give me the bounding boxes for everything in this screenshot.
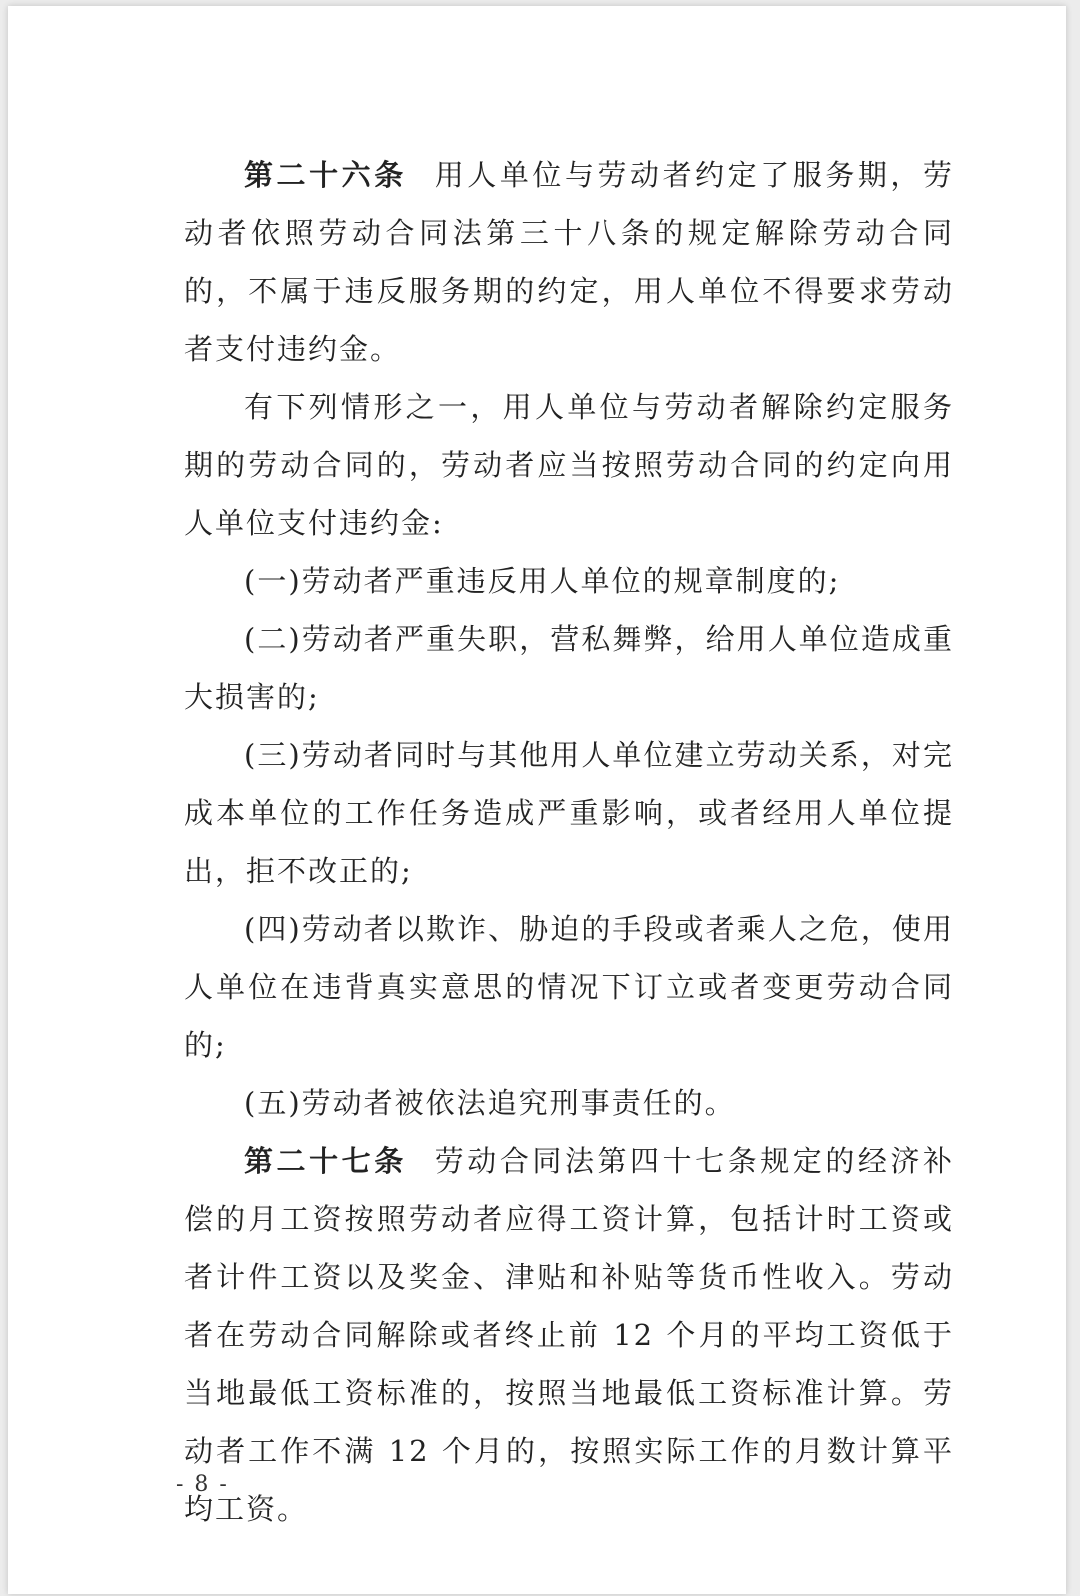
list-item: (一)劳动者严重违反用人单位的规章制度的;: [244, 564, 841, 598]
article-26-intro: 有下列情形之一，用人单位与劳动者解除约定服务期的劳动合同的，劳动者应当按照劳动合同的约定向用人单位支付违约金:: [184, 390, 954, 540]
article-27-text: 劳动合同法第四十七条规定的经济补偿的月工资按照劳动者应得工资计算，包括计时工资或者计件工资以及奖金、津贴和补贴等货币性收入。劳动者在劳动合同解除或者终止前 12 个月的平均工资低于当地最低工资标准的，按照当地最低工资标准计算。劳动者工作不满 12 个月的，按照实际工作的月数计算平均工资。: [184, 1144, 954, 1526]
document-body: [184, 146, 954, 1538]
page-number: - 8 -: [176, 1472, 229, 1497]
article-27: [184, 1132, 954, 1538]
article-26-heading: 第二十六条: [244, 158, 407, 192]
list-item: (四)劳动者以欺诈、胁迫的手段或者乘人之危，使用人单位在违背真实意思的情况下订立或者变更劳动合同的;: [184, 912, 954, 1062]
list-item: (五)劳动者被依法追究刑事责任的。: [244, 1086, 736, 1120]
document-page: [8, 6, 1066, 1594]
article-26-text: 用人单位与劳动者约定了服务期，劳动者依照劳动合同法第三十八条的规定解除劳动合同的，不属于违反服务期的约定，用人单位不得要求劳动者支付违约金。: [184, 158, 954, 366]
list-item: (二)劳动者严重失职，营私舞弊，给用人单位造成重大损害的;: [184, 622, 954, 714]
article-26: [184, 146, 954, 378]
list-item: (三)劳动者同时与其他用人单位建立劳动关系，对完成本单位的工作任务造成严重影响，或者经用人单位提出，拒不改正的;: [184, 738, 954, 888]
article-27-heading: 第二十七条: [244, 1144, 407, 1178]
